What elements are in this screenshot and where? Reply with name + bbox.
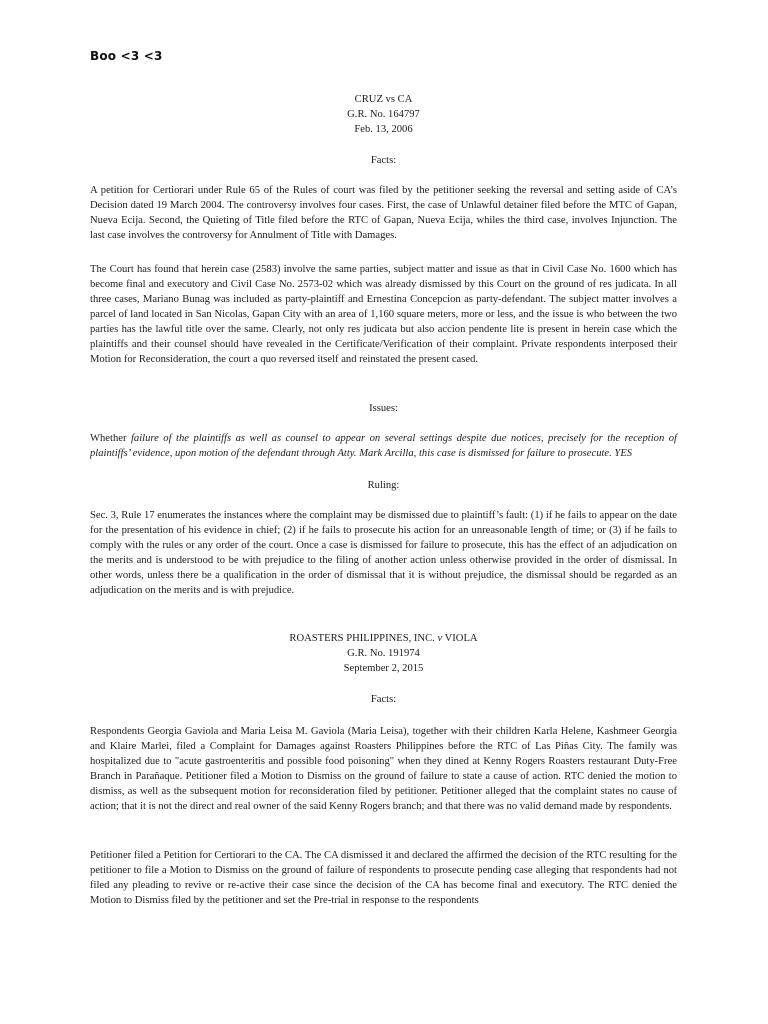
case2-title xyxy=(90,631,677,646)
case1-facts-paragraph-2: The Court has found that herein case (2583) involve the same parties, subject matter and issue as that in Civil Case No. 1600 which has become final and executory and Civil Case No. 2573-02 which was already dismissed by this Court on the ground of res judicata. In all three cases, Mariano Bunag was included as party-plaintiff and Ernestina Concepcion as party-defendant. The subject matter involves a parcel of land located in San Nicolas, Gapan City with an area of 1,160 square meters, more or less, and the issue is who between the two parties has the lawful title over the same. Clearly, not only res judicata but also accion pendente lite is present in herein case which the plaintiffs and their counsel should have revealed in the Certificate/Verification of their complaint. Private respondents interposed their Motion for Reconsideration, the court a quo reversed itself and reinstated the present cased. xyxy=(90,264,677,365)
case1-facts-heading: Facts: xyxy=(370,155,397,166)
case1-gr-no: G.R. No. 164797 xyxy=(347,109,420,120)
header-note: Boo <3 <3 xyxy=(90,49,163,63)
case2-title-block xyxy=(90,631,677,676)
case2-facts-paragraph-2: Petitioner filed a Petition for Certiorari to the CA. The CA dismissed it and declared the affirmed the decision of the RTC resulting for the petitioner to file a Motion to Dismiss on the ground of failure of respondents to prosecute pending case alleging that respondents had not filed any pleading to revive or re-active their case since the decision of the CA has become final and executory. The RTC denied the Motion to Dismiss filed by the petitioner and set the Pre-trial in response to the respondents xyxy=(90,850,677,906)
case1-issues-paragraph xyxy=(90,431,677,461)
case1-date: Feb. 13, 2006 xyxy=(354,124,413,135)
case2-facts-heading: Facts: xyxy=(370,694,397,705)
case2-title-part1: ROASTERS PHILIPPINES, INC. xyxy=(289,633,438,644)
case2-facts-paragraph-1: Respondents Georgia Gaviola and Maria Leisa M. Gaviola (Maria Leisa), together with their children Karla Helene, Kashmeer Georgia and Klaire Marlei, filed a Complaint for Damages against Roasters Philippines before the RTC of Las Piñas City. The family was hospitalized due to "acute gastroenteritis and possible food poisoning" when they dined at Kenny Rogers Roasters restaurant Duty-Free Branch in Parañaque. Petitioner filed a Motion to Dismiss on the ground of failure to state a cause of action. RTC denied the motion to dismiss, as well as the subsequent motion for reconsideration filed by petitioner. Petitioner alleged that the complaint states no cause of action; that it is not the direct and real owner of the said Kenny Rogers branch; and that there was no valid demand made by respondents. xyxy=(90,726,677,812)
case2-gr-no: G.R. No. 191974 xyxy=(347,648,420,659)
case2-title-part2: VIOLA xyxy=(442,633,478,644)
case1-issues-lead: Whether xyxy=(90,433,131,444)
case1-facts-paragraph-1: A petition for Certiorari under Rule 65 of the Rules of court was filed by the petitioner seeking the reversal and setting aside of CA’s Decision dated 19 March 2004. The controversy involves four cases. First, the case of Unlawful detainer filed before the MTC of Gapan, Nueva Ecija. Second, the Quieting of Title filed before the RTC of Gapan, Nueva Ecija, whiles the third case, involves Injunction. The last case involves the controversy for Annulment of Title with Damages. xyxy=(90,185,677,241)
case1-title: CRUZ vs CA xyxy=(354,94,413,105)
case1-title-block xyxy=(90,92,677,137)
case1-ruling-heading: Ruling: xyxy=(367,480,400,491)
case2-title-v: v xyxy=(437,633,443,644)
case1-ruling-paragraph: Sec. 3, Rule 17 enumerates the instances where the complaint may be dismissed due to plaintiff’s fault: (1) if he fails to appear on the date for the presentation of his evidence in chief; (2) if he fails to prosecute his action for an unreasonable length of time; or (3) if he fails to comply with the rules or any order of the court. Once a case is dismissed for failure to prosecute, this has the effect of an adjudication on the merits and is understood to be with prejudice to the filing of another action unless otherwise provided in the order of dismissal. In other words, unless there be a qualification in the order of dismissal that it is without prejudice, the dismissal should be regarded as an adjudication on the merits and is with prejudice. xyxy=(90,510,677,596)
case2-date: September 2, 2015 xyxy=(343,663,424,674)
case1-issues-text: failure of the plaintiffs as well as counsel to appear on several settings despite due notices, precisely for the reception of plaintiffs’ evidence, upon motion of the defendant through Atty. Mark Arcilla, this case is dismissed for failure to prosecute. YES xyxy=(90,433,677,459)
case1-issues-heading: Issues: xyxy=(369,403,398,414)
